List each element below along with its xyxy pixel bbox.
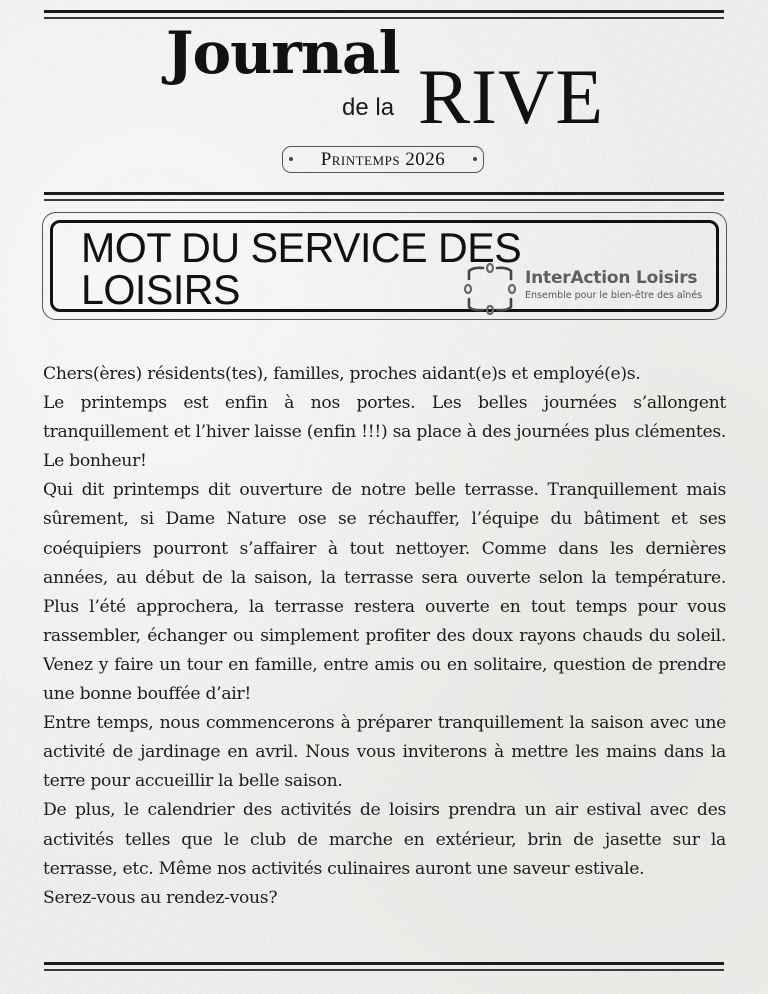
ornament-dot-icon xyxy=(473,157,477,161)
logo-tagline: Ensemble pour le bien-être des aînés xyxy=(525,290,703,301)
article-paragraph: Le printemps est enfin à nos portes. Les belles journées s’allongent tranquillement et l’hiver laisse (enfin !!!) sa place à des journées plus clémentes. Le bonheur! xyxy=(43,393,726,472)
article-paragraph: Entre temps, nous commencerons à préparer tranquillement la saison avec une activité de jardinage en avril. Nous vous inviterons à mettre les mains dans la terre pour accueillir la belle saison. xyxy=(43,713,726,792)
logo-brand-name: InterAction Loisirs xyxy=(525,268,698,288)
masthead xyxy=(0,19,768,140)
article-body xyxy=(43,360,726,913)
interaction-loisirs-logo xyxy=(463,263,723,313)
edition-label: Printemps 2026 xyxy=(320,148,446,170)
article-closing: Serez-vous au rendez-vous? xyxy=(43,887,278,908)
masthead-title-rive: RIVE xyxy=(418,53,604,140)
top-double-rule xyxy=(44,10,724,19)
article-paragraph: Qui dit printemps dit ouverture de notre belle terrasse. Tranquillement mais sûrement, si Dame Nature ose se réchauffer, l’équipe du bâtiment et ses coéquipiers pourront s’affairer à tout nettoyer. Comme dans les dernières années, au début de la saison, la terrasse sera ouverte selon la température. Plus l’été approchera, la terrasse restera ouverte en tout temps pour vous rassembler, échanger ou simplement profiter des doux rayons chauds du soleil. Venez y faire un tour en famille, entre amis ou en solitaire, question de prendre une bonne bouffée d’air! xyxy=(43,480,726,705)
section-double-rule xyxy=(44,192,724,201)
circle-of-people-icon xyxy=(463,263,517,315)
section-banner xyxy=(42,212,727,320)
section-title: MOT DU SERVICE DES LOISIRS xyxy=(81,224,522,313)
ornament-dot-icon xyxy=(289,157,293,161)
article-greeting: Chers(ères) résidents(tes), familles, proches aidant(e)s et employé(e)s. xyxy=(43,364,641,384)
masthead-title-journal: Journal xyxy=(166,19,400,87)
edition-badge xyxy=(282,146,484,173)
article-paragraph: De plus, le calendrier des activités de loisirs prendra un air estival avec des activités telles que le club de marche en extérieur, brin de jasette sur la terrasse, etc. Même nos activités culinaires auront une saveur estivale. xyxy=(43,800,726,879)
masthead-title-de-la: de la xyxy=(342,94,395,121)
bottom-double-rule xyxy=(44,962,724,971)
